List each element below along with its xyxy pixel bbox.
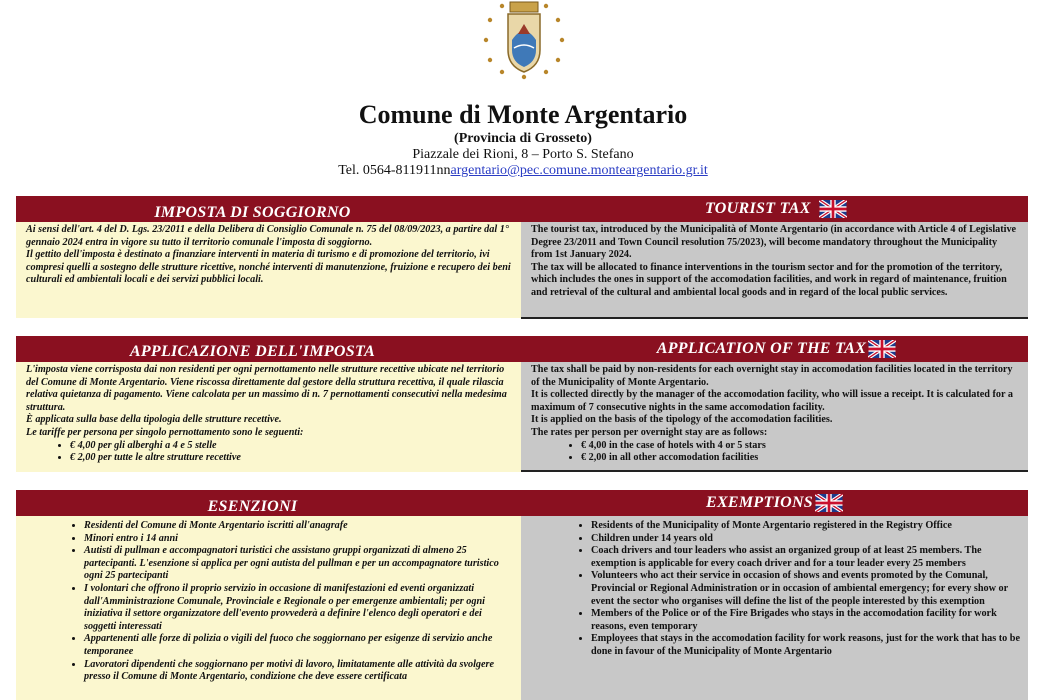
en-rates-list [531, 440, 1020, 465]
exemptions-title: EXEMPTIONS [705, 494, 814, 511]
list-item: • Employees that stays in the accomodation facility for work reasons, just for the work that has to be done in favour of the Municipality of Monte Argentario [591, 633, 1020, 658]
applicazione-it-paragraph-3: Le tariffe per persona per singolo pernottamento sono le seguenti: [26, 426, 304, 438]
uk-flag-icon [868, 340, 896, 358]
italian-flag-icon [383, 342, 407, 362]
list-item: • I volontari che offrono il proprio servizio in occasione di manifestazioni ed eventi organizzati dall'Amministrazione Comunale, Provinciale e Regionale o per emergenze ambientali; per ogni iniziativa il settore organizzatore dell'evento provvederà a definire l'elenco degli operatori e dei soggetti interessati [84, 583, 513, 633]
imposta-it-paragraph-2: Il gettito dell'imposta è destinato a finanziare interventi in materia di turismo e di promozione del territorio, ivi compresi quelli a sostegno delle strutture ricettive, nonché interventi di manutenzione, fruizione e recupero dei beni culturali ed ambientali locali e dei servizi pubblici locali. [26, 249, 511, 286]
pec-email-link[interactable]: argentario@pec.comune.monteargentario.gr.it [450, 163, 708, 178]
list-item: • Residenti del Comune di Monte Argentario iscritti all'anagrafe [84, 520, 513, 533]
list-item: • Volunteers who act their service in occasion of shows and events promoted by the Comunal, Provincial or Regional Administration or in occasion of ambiental emergency; for every show or event the sector who organises will define the list of the people interested by this exemption [591, 570, 1020, 608]
italian-flag-icon [305, 497, 329, 517]
applicazione-title: APPLICAZIONE DELL'IMPOSTA [129, 343, 376, 360]
application-title-bar [521, 336, 1028, 362]
applicazione-italian-panel [16, 362, 521, 472]
tourist-tax-en-paragraph-2: The tax will be allocated to finance interventions in the tourism sector and for the promotion of the territory, which includes the ones in support of the accomodation facilities, and work in regard of maintenance, fruition and retrieval of the cultural and ambiental local goods and in regard of the local public services. [531, 261, 1007, 298]
italian-flag-icon [359, 203, 383, 223]
application-en-paragraph: The tax shall be paid by non-residents for each overnight stay in accomodation facilities located in the territory of the Municipality of Monte Argentario. [531, 364, 1013, 388]
list-item: • Members of the Police or of the Fire Brigades who stays in the accomodation facility for work reasons, even temporary [591, 608, 1020, 633]
uk-flag-icon [815, 494, 843, 512]
tourist-tax-title-bar [521, 196, 1028, 222]
contact-line [0, 163, 1046, 179]
esenzioni-title: ESENZIONI [207, 498, 298, 515]
list-item: • € 4,00 in the case of hotels with 4 or 5 stars [581, 440, 1020, 453]
list-item: • Appartenenti alle forze di polizia o vigili del fuoco che soggiornano per esigenze di servizio anche temporanee [84, 633, 513, 658]
tourist-tax-title: TOURIST TAX [705, 200, 811, 217]
list-item: • Residents of the Municipality of Monte Argentario registered in the Registry Office [591, 520, 1020, 533]
application-english-panel [521, 362, 1028, 472]
list-item: • € 2,00 in all other accomodation facilities [581, 452, 1020, 465]
municipality-title: Comune di Monte Argentario [358, 100, 688, 129]
application-en-paragraph-4: The rates per person per overnight stay are as follows: [531, 426, 768, 438]
tourist-tax-english-panel [521, 222, 1028, 319]
imposta-title: IMPOSTA DI SOGGIORNO [154, 204, 351, 221]
exemptions-list [531, 520, 1020, 659]
list-item: • € 2,00 per tutte le altre strutture recettive [70, 452, 513, 465]
address-line: Piazzale dei Rioni, 8 – Porto S. Stefano [412, 147, 634, 162]
uk-flag-icon [819, 200, 847, 218]
application-title: APPLICATION OF THE TAX [656, 340, 867, 357]
municipal-crest-icon [478, 0, 570, 80]
imposta-title-bar [16, 196, 521, 222]
imposta-italian-panel [16, 222, 521, 318]
exemptions-title-bar [521, 490, 1028, 516]
list-item: • Autisti di pullman e accompagnatori turistici che assistano gruppi organizzati di almeno 25 partecipanti. L'esenzione si applica per ogni autista del pullman e per un accompagnatore turistico ogni 25 partecipanti [84, 545, 513, 583]
application-en-paragraph-3: It is applied on the basis of the tipology of the accomodation facilities. [531, 414, 833, 426]
telephone-text: Tel. 0564-811911nn [338, 163, 451, 178]
list-item: • Minori entro i 14 anni [84, 533, 513, 546]
list-item: • Coach drivers and tour leaders who assist an organized group of at least 25 members. The exemption is applicable for every coach driver and for a tour leader every 25 members [591, 545, 1020, 570]
list-item: • Children under 14 years old [591, 533, 1020, 546]
province-label: (Provincia di Grosseto) [454, 131, 592, 146]
esenzioni-italian-panel [16, 516, 521, 700]
application-en-paragraph-2: It is collected directly by the manager of the accomodation facility, who will issue a receipt. It is calculated for a maximum of 7 consecutive nights in the same accomodation facility. [531, 389, 1013, 413]
it-rates-list [26, 440, 513, 465]
esenzioni-title-bar [16, 490, 521, 516]
applicazione-title-bar [16, 336, 521, 362]
list-item: • € 4,00 per gli alberghi a 4 e 5 stelle [70, 440, 513, 453]
applicazione-it-paragraph-2: È applicata sulla base della tipologia delle strutture recettive. [26, 414, 282, 426]
applicazione-it-paragraph: L'imposta viene corrisposta dai non residenti per ogni pernottamento nelle strutture recettive ubicate nel territorio del Comune di Monte Argentario. Viene riscossa direttamente dal gestore della struttura recettiva, il quale rilascia relativa quietanza di pagamento. Viene calcolata per un massimo di n. 7 pernottamenti consecutivi nella medesima struttura. [26, 364, 507, 413]
esenzioni-list [26, 520, 513, 684]
imposta-it-paragraph: Ai sensi dell'art. 4 del D. Lgs. 23/2011 e della Delibera di Consiglio Comunale n. 75 del 08/09/2023, a partire dal 1° gennaio 2024 entra in vigore su tutto il territorio comunale l'imposta di soggiorno. [26, 224, 509, 248]
exemptions-english-panel [521, 516, 1028, 700]
tourist-tax-en-paragraph: The tourist tax, introduced by the Municipalità of Monte Argentario (in accordance with Article 4 of Legislative Degree 23/2011 and Town Council resolution 75/2023), will become mandatory throughout the Municipality from 1st January 2024. [531, 224, 1017, 261]
list-item: • Lavoratori dipendenti che soggiornano per motivi di lavoro, limitatamente alle attività da svolgere presso il Comune di Monte Argentario, condizione che deve essere certificata [84, 659, 513, 684]
